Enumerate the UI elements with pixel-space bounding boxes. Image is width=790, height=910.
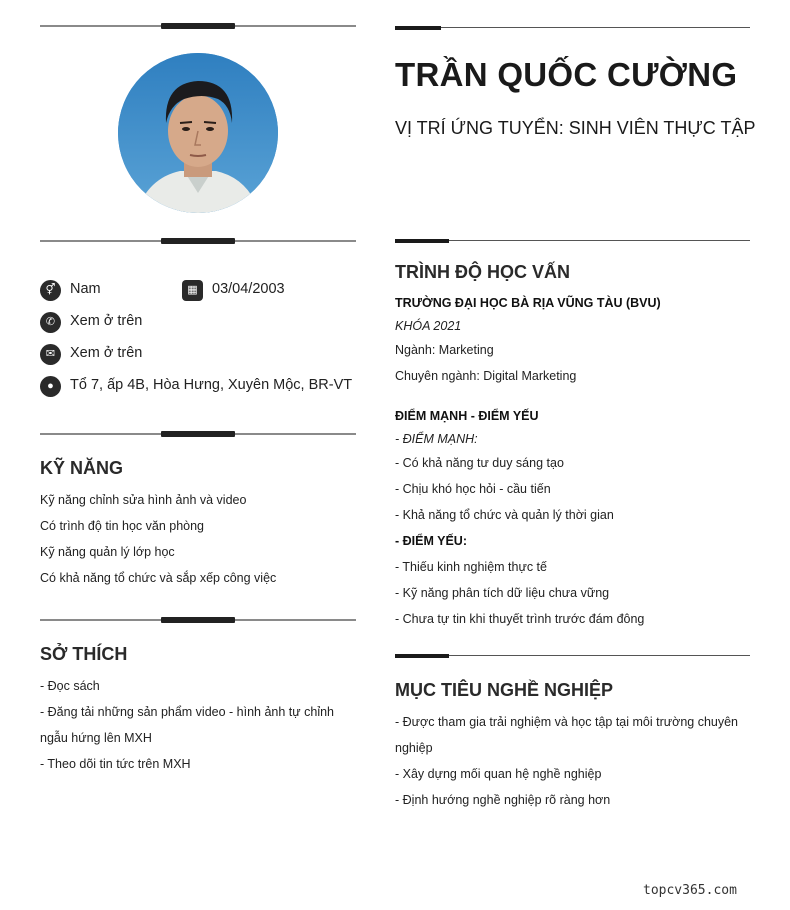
weakness-item: - Kỹ năng phân tích dữ liệu chưa vững — [395, 586, 610, 600]
right-divider-career — [395, 654, 750, 659]
specialization: Chuyên ngành: Digital Marketing — [395, 369, 577, 383]
career-item: - Định hướng nghề nghiệp rõ ràng hơn — [395, 793, 611, 807]
weakness-item: - Chưa tự tin khi thuyết trình trước đám đông — [395, 612, 645, 626]
skills-title: KỸ NĂNG — [40, 458, 124, 478]
strength-item: - Có khả năng tư duy sáng tạo — [395, 456, 564, 470]
gender-text: Nam — [70, 281, 101, 297]
avatar — [118, 53, 278, 213]
career-title: MỤC TIÊU NGHỀ NGHIỆP — [395, 680, 614, 700]
career-item: - Được tham gia trải nghiệm và học tập tại môi trường chuyên — [395, 715, 738, 729]
major: Ngành: Marketing — [395, 343, 494, 357]
gender-icon: ⚥ — [40, 280, 61, 301]
address-text: Tổ 7, ấp 4B, Hòa Hưng, Xuyên Mộc, BR-VT — [70, 377, 353, 393]
left-divider-info — [40, 238, 356, 244]
hobby-item: ngẫu hứng lên MXH — [40, 731, 152, 745]
candidate-name: TRẦN QUỐC CƯỜNG — [395, 56, 738, 93]
left-divider-top — [40, 23, 356, 29]
strengths-weaknesses-title: ĐIỂM MẠNH - ĐIỂM YẾU — [395, 409, 539, 423]
weakness-item: - Thiếu kinh nghiệm thực tế — [395, 560, 547, 574]
career-item: - Xây dựng mối quan hệ nghề nghiệp — [395, 767, 602, 781]
right-divider-top — [395, 26, 750, 31]
weaknesses-label: - ĐIỂM YẾU: — [395, 534, 467, 548]
hobby-item: - Đăng tải những sản phẩm video - hình ảnh tự chỉnh — [40, 705, 335, 719]
career-item: nghiệp — [395, 741, 433, 755]
skill-item: Có khả năng tổ chức và sắp xếp công việc — [40, 571, 277, 585]
hobby-item: - Theo dõi tin tức trên MXH — [40, 757, 191, 771]
education-title: TRÌNH ĐỘ HỌC VẤN — [395, 262, 570, 282]
email-text: Xem ở trên — [70, 345, 143, 361]
hobbies-title: SỞ THÍCH — [40, 644, 128, 664]
strengths-label: - ĐIỂM MẠNH: — [395, 432, 478, 446]
skill-item: Có trình độ tin học văn phòng — [40, 519, 205, 533]
course-year: KHÓA 2021 — [395, 319, 462, 333]
hobby-item: - Đọc sách — [40, 679, 100, 693]
phone-icon: ✆ — [40, 312, 61, 333]
school-name: TRƯỜNG ĐẠI HỌC BÀ RỊA VŨNG TÀU (BVU) — [395, 296, 661, 310]
calendar-icon: ▦ — [182, 280, 203, 301]
job-position: VỊ TRÍ ỨNG TUYỂN: SINH VIÊN THỰC TẬP — [395, 118, 756, 138]
location-pin-icon: ● — [40, 376, 61, 397]
left-divider-hobbies — [40, 617, 356, 623]
phone-text: Xem ở trên — [70, 313, 143, 329]
birthday-text: 03/04/2003 — [212, 281, 285, 297]
strength-item: - Khả năng tổ chức và quản lý thời gian — [395, 508, 614, 522]
strength-item: - Chịu khó học hỏi - cầu tiến — [395, 482, 551, 496]
left-divider-skills — [40, 431, 356, 437]
skill-item: Kỹ năng chỉnh sửa hình ảnh và video — [40, 493, 247, 507]
footer-brand: topcv365.com — [643, 883, 737, 898]
profile-photo — [118, 53, 278, 213]
right-divider-education — [395, 239, 750, 244]
mail-icon: ✉ — [40, 344, 61, 365]
skill-item: Kỹ năng quản lý lớp học — [40, 545, 175, 559]
